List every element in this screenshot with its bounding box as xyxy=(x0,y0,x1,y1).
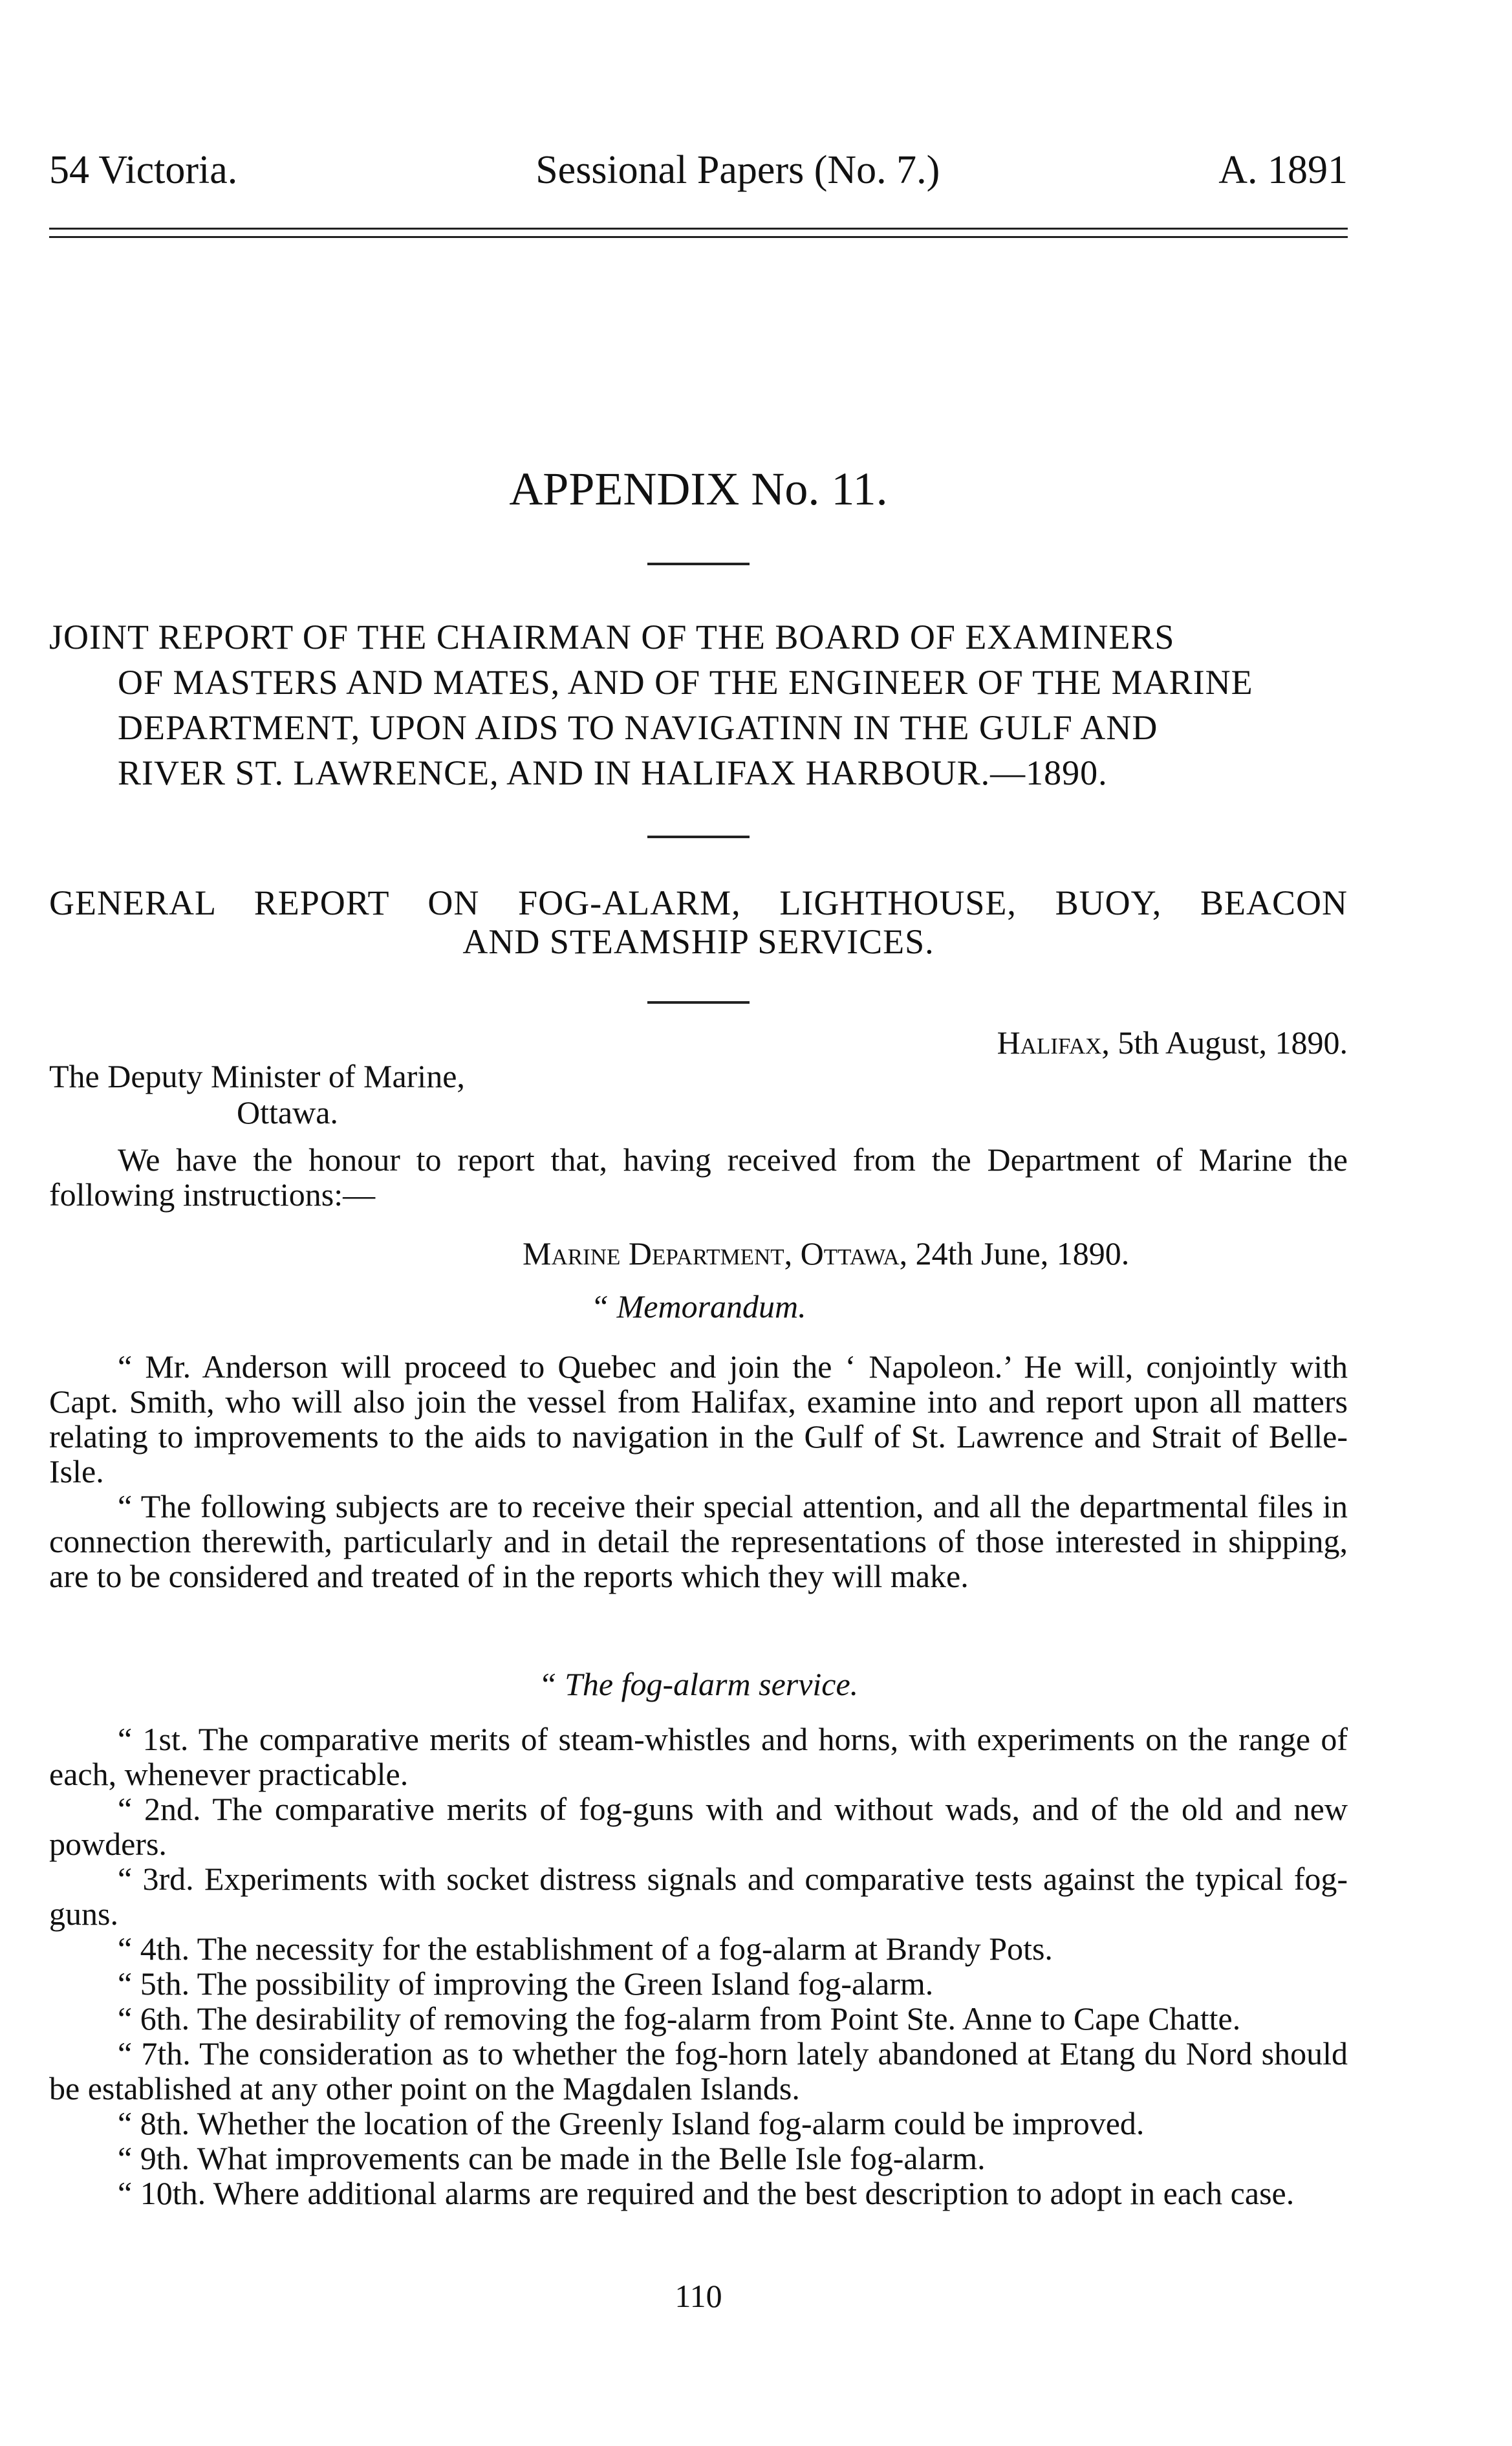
fog-alarm-items xyxy=(49,1722,1348,2211)
divider-rule xyxy=(647,1001,750,1004)
memo-paragraph: “ The following subjects are to receive their special attention, and all the departmental files in connection therewith, particularly and in detail the representations of those interested in shipping, are to be considered and treated of in the reports which they will make. xyxy=(49,1488,1348,1594)
general-title-line: AND STEAMSHIP SERVICES. xyxy=(462,922,934,961)
report-title-line: JOINT REPORT OF THE CHAIRMAN OF THE BOARD OF EXAMINERS xyxy=(49,618,1175,656)
list-item: “ 9th. What improvements can be made in the Belle Isle fog-alarm. xyxy=(118,2140,986,2176)
letter-place: Halifax xyxy=(997,1024,1102,1061)
header-session: 54 Victoria. xyxy=(49,148,238,192)
document-page xyxy=(49,0,1348,2446)
letter-date: , 5th August, 1890. xyxy=(1101,1024,1348,1061)
list-item: “ 10th. Where additional alarms are required and the best description to adopt in each case. xyxy=(118,2175,1295,2211)
general-title-line: GENERAL REPORT ON FOG-ALARM, LIGHTHOUSE, BUOY, BEACON xyxy=(49,883,1348,922)
letter-addressee xyxy=(49,1058,465,1131)
header-papers: Sessional Papers (No. 7.) xyxy=(535,148,940,192)
list-item: “ 3rd. Experiments with socket distress signals and comparative tests against the typical fog-guns. xyxy=(49,1861,1348,1932)
report-title xyxy=(49,614,1348,795)
list-item: “ 4th. The necessity for the establishment of a fog-alarm at Brandy Pots. xyxy=(118,1931,1053,1967)
header-double-rule xyxy=(49,228,1348,238)
memo-heading: “ Memorandum. xyxy=(590,1288,806,1325)
running-header xyxy=(49,147,1348,193)
header-year: A. 1891 xyxy=(1218,148,1348,192)
report-title-line: RIVER ST. LAWRENCE, AND IN HALIFAX HARBOUR.—1890. xyxy=(118,753,1108,792)
memo-date: , 24th June, 1890. xyxy=(899,1235,1130,1272)
divider-rule xyxy=(647,563,750,565)
letter-dateline xyxy=(997,1023,1348,1062)
memo-place: Marine Department, Ottawa xyxy=(523,1235,900,1272)
general-report-title xyxy=(49,883,1348,961)
list-item: “ 7th. The consideration as to whether the fog-horn lately abandoned at Etang du Nord should be established at any other point on the Magdalen Islands. xyxy=(49,2035,1348,2106)
addressee-name: The Deputy Minister of Marine, xyxy=(49,1058,465,1094)
addressee-city: Ottawa. xyxy=(237,1094,338,1131)
memo-paragraph: “ Mr. Anderson will proceed to Quebec and join the ‘ Napoleon.’ He will, conjointly with Capt. Smith, who will also join the vessel from Halifax, examine into and report upon all matters relating to improvements to the aids to navigation in the Gulf of St. Lawrence and Strait of Belle-Isle. xyxy=(49,1348,1348,1489)
list-item: “ 5th. The possibility of improving the Green Island fog-alarm. xyxy=(118,1965,934,2002)
page-number: 110 xyxy=(675,2278,722,2314)
appendix-title: APPENDIX No. 11. xyxy=(509,463,888,515)
fog-alarm-heading: “ The fog-alarm service. xyxy=(538,1666,859,1702)
intro-paragraph: We have the honour to report that, having received from the Department of Marine the following instructions:— xyxy=(49,1142,1348,1213)
report-title-line: DEPARTMENT, UPON AIDS TO NAVIGATINN IN THE GULF AND xyxy=(118,708,1158,747)
list-item: “ 6th. The desirability of removing the fog-alarm from Point Ste. Anne to Cape Chatte. xyxy=(118,2000,1241,2037)
memo-body xyxy=(49,1349,1348,1594)
letter-intro xyxy=(49,1142,1348,1212)
list-item: “ 2nd. The comparative merits of fog-guns with and without wads, and of the old and new powders. xyxy=(49,1791,1348,1862)
list-item: “ 1st. The comparative merits of steam-whistles and horns, with experiments on the range of each, whenever practicable. xyxy=(49,1721,1348,1792)
divider-rule xyxy=(647,836,750,838)
memo-dateline xyxy=(523,1234,1129,1273)
report-title-line: OF MASTERS AND MATES, AND OF THE ENGINEER OF THE MARINE xyxy=(118,663,1253,702)
list-item: “ 8th. Whether the location of the Greenly Island fog-alarm could be improved. xyxy=(118,2105,1145,2141)
